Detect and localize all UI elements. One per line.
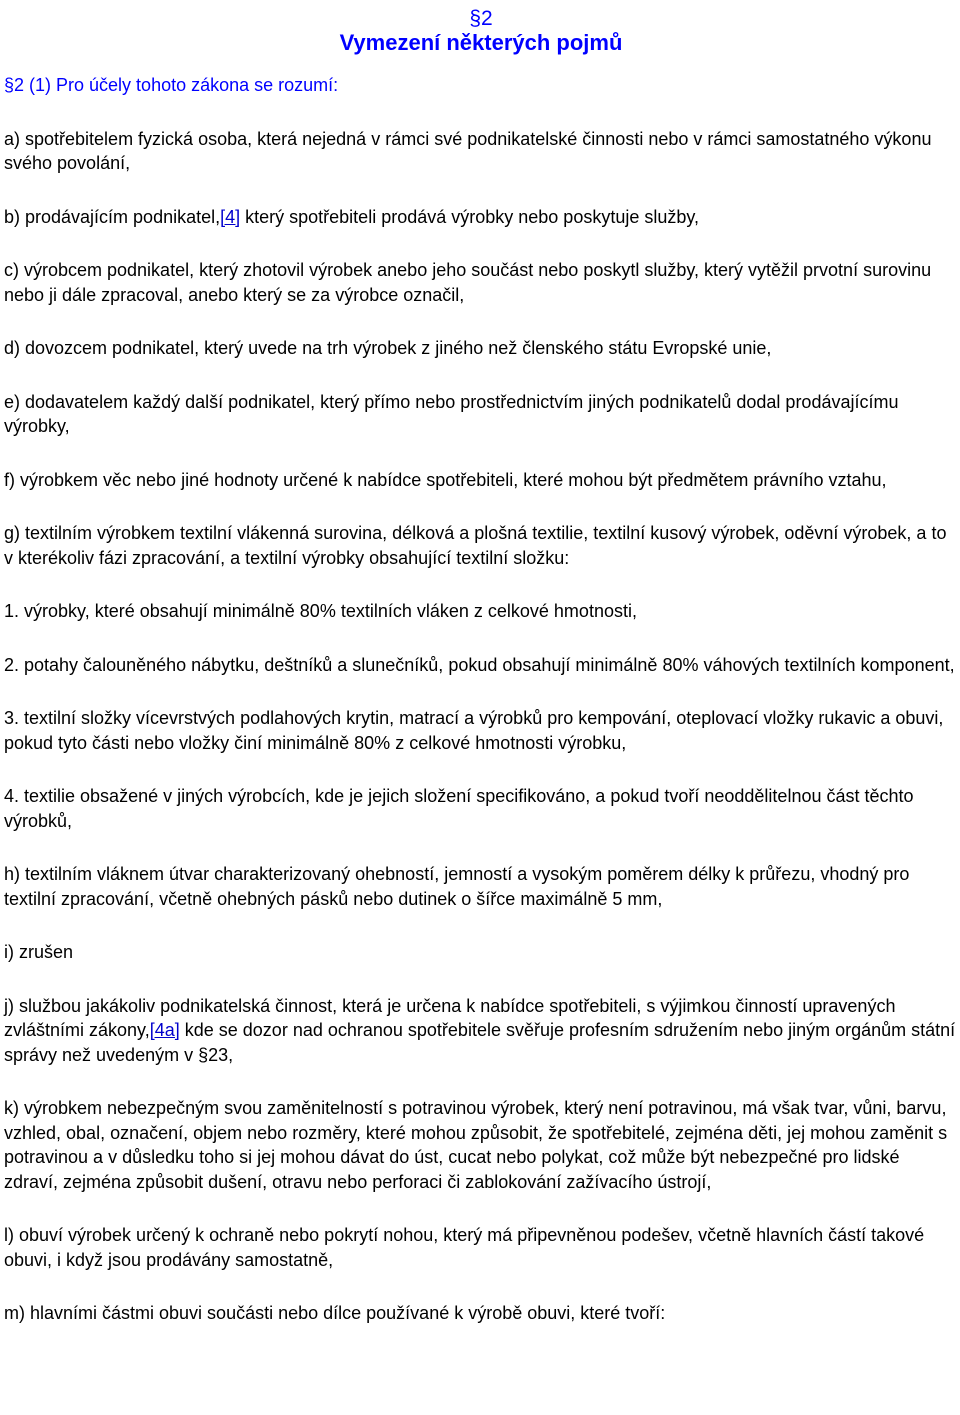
definition-g-2: 2. potahy čalouněného nábytku, deštníků a slunečníků, pokud obsahují minimálně 80% váhových textilních komponent, (4, 654, 955, 675)
definition-c: c) výrobcem podnikatel, který zhotovil výrobek anebo jeho součást nebo poskytl služby, který vytěžil prvotní surovinu nebo ji dále zpracoval, anebo který se za výrobce označil, (4, 260, 932, 305)
definition-a: a) spotřebitelem fyzická osoba, která nejedná v rámci své podnikatelské činnosti nebo v rámci samostatného výkonu svého povolání, (4, 128, 932, 173)
definition-m: m) hlavními částmi obuvi součásti nebo dílce používané k výrobě obuvi, které tvoří: (4, 1303, 666, 1323)
definition-h: h) textilním vláknem útvar charakterizovaný ohebností, jemností a vysokým poměrem délky k průřezu, vhodný pro textilní zpracování, včetně ohebných pásků nebo dutinek o šířce maximálně 5 mm, (4, 864, 910, 909)
definition-g-1: 1. výrobky, které obsahují minimálně 80% textilních vláken z celkové hmotnosti, (4, 601, 637, 621)
definition-e: e) dodavatelem každý další podnikatel, který přímo nebo prostřednictvím jiných podnikatelů dodal prodávajícímu výrobky, (4, 391, 899, 436)
section-number: §2 (469, 7, 493, 30)
definition-g: g) textilním výrobkem textilní vlákenná surovina, délková a plošná textilie, textilní kusový výrobek, oděvní výrobek, a to v kterékoliv fázi zpracování, a textilní výrobky obsahující textilní složku: (4, 523, 947, 568)
section-title: Vymezení některých pojmů (339, 30, 623, 55)
definition-b-text-end: který spotřebiteli prodává výrobky nebo poskytuje služby, (240, 206, 700, 227)
definition-l: l) obuví výrobek určený k ochraně nebo pokrytí nohou, který má připevněnou podešev, včetně hlavních částí takové obuvi, i když jsou prodávány samostatně, (4, 1225, 925, 1270)
definition-g-3: 3. textilní složky vícevrstvých podlahových krytin, matrací a výrobků pro kempování, oteplovací vložky rukavic a obuvi, pokud tyto části nebo vložky činí minimálně 80% z celkové hmotnosti výrobku, (4, 708, 944, 753)
footnote-link-4[interactable]: [4] (220, 206, 241, 227)
definition-j (4, 994, 958, 1068)
definition-d: d) dovozcem podnikatel, který uvede na trh výrobek z jiného než členského státu Evropské unie, (4, 338, 772, 358)
section-heading (4, 8, 958, 56)
definition-g-4: 4. textilie obsažené v jiných výrobcích, kde je jejich složení specifikováno, a pokud tvoří neoddělitelnou část těchto výrobků, (4, 786, 914, 831)
definition-k: k) výrobkem nebezpečným svou zaměnitelností s potravinou výrobek, který není potravinou, má však tvar, vůni, barvu, vzhled, obal, označení, objem nebo rozměry, které mohou způsobit, že spotřebitelé, zejména děti, jej mohou zaměnit s potravinou a v důsledku toho si jej mohou dávat do úst, cucat nebo polykat, což může být nebezpečné pro lidské zdraví, zejména způsobit dušení, otravu nebo perforaci či zablokování zažívacího ústrojí, (4, 1098, 948, 1192)
definition-i: i) zrušen (4, 942, 74, 962)
definition-b-text-start: b) prodávajícím podnikatel, (4, 206, 221, 227)
section-intro: §2 (1) Pro účely tohoto zákona se rozumí: (4, 75, 339, 95)
definition-b (4, 205, 958, 230)
definition-j-text-end: kde se dozor nad ochranou spotřebitele svěřuje profesním sdružením nebo jiným orgánům státní správy než uvedeným v §23, (4, 1020, 956, 1065)
footnote-link-4a[interactable]: [4a] (149, 1020, 180, 1040)
definition-j-text-start: j) službou jakákoliv podnikatelská činnost, která je určena k nabídce spotřebiteli, s výjimkou činností upravených zvláštními zákony, (4, 995, 896, 1040)
document-body (4, 0, 958, 1326)
definition-f: f) výrobkem věc nebo jiné hodnoty určené k nabídce spotřebiteli, které mohou být předmětem právního vztahu, (4, 469, 887, 490)
